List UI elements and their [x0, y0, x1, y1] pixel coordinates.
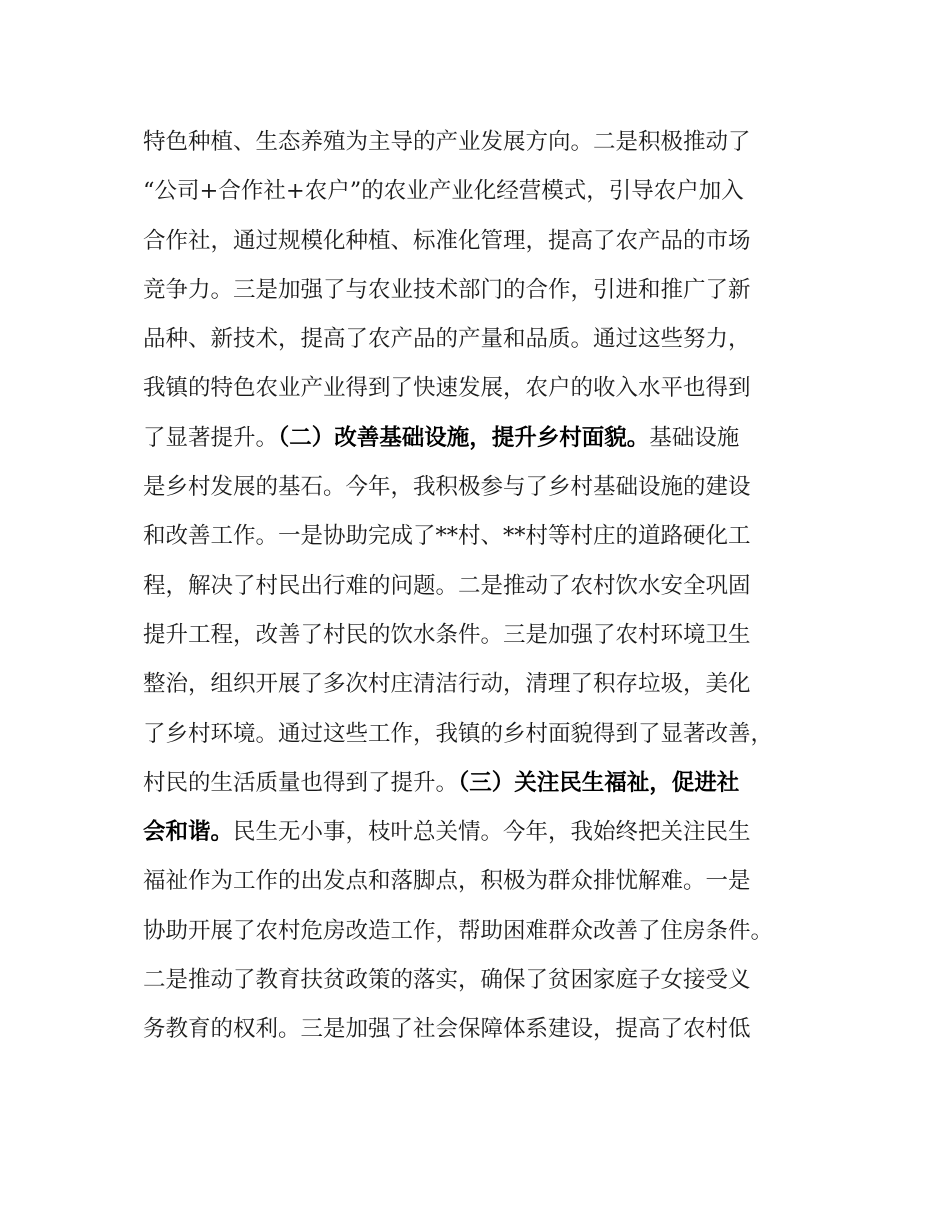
text-segment: 特色种植、生态养殖为主导的产业发展方向。二是积极推动了	[143, 129, 751, 155]
text-segment: 二是推动了教育扶贫政策的落实，确保了贫困家庭子女接受义	[143, 967, 751, 994]
text-segment: 程，解决了村民出行难的问题。二是推动了农村饮水安全巩固	[143, 572, 751, 599]
body-text	[143, 118, 823, 1055]
text-segment: 村民的生活质量也得到了提升。	[143, 769, 459, 796]
text-line	[143, 710, 823, 759]
text-segment: 整治，组织开展了多次村庄清洁行动，清理了积存垃圾，美化	[143, 671, 751, 698]
section-heading: （二）改善基础设施，提升乡村面貌。	[278, 424, 650, 451]
text-line	[143, 1005, 823, 1054]
text-line	[143, 217, 823, 266]
text-line	[143, 562, 823, 611]
text-line	[143, 956, 823, 1005]
text-line	[143, 611, 823, 660]
text-segment: 是乡村发展的基石。今年，我积极参与了乡村基础设施的建设	[143, 474, 751, 501]
text-line	[143, 660, 823, 709]
text-segment: 民生无小事，枝叶总关情。今年，我始终把关注民生	[233, 819, 751, 846]
text-line	[143, 414, 823, 463]
text-line	[143, 857, 823, 906]
text-segment: 福祉作为工作的出发点和落脚点，积极为群众排忧解难。一是	[143, 868, 751, 895]
section-heading: 会和谐。	[143, 819, 234, 846]
text-segment: 基础设施	[649, 424, 740, 451]
text-segment: 了显著提升。	[143, 424, 279, 451]
text-line	[143, 315, 823, 364]
text-line	[143, 118, 823, 167]
text-segment: 品种、新技术，提高了农产品的产量和品质。通过这些努力，	[143, 326, 751, 353]
text-line	[143, 907, 823, 956]
text-segment: 协助开展了农村危房改造工作，帮助困难群众改善了住房条件。	[143, 917, 774, 944]
text-segment: 竞争力。三是加强了与农业技术部门的合作，引进和推广了新	[143, 276, 751, 303]
text-segment: 合作社，通过规模化种植、标准化管理，提高了农产品的市场	[143, 227, 751, 254]
text-line	[143, 808, 823, 857]
text-line	[143, 266, 823, 315]
text-segment: 务教育的权利。三是加强了社会保障体系建设，提高了农村低	[143, 1016, 751, 1043]
text-line	[143, 167, 823, 216]
text-line	[143, 463, 823, 512]
text-segment: 我镇的特色农业产业得到了快速发展，农户的收入水平也得到	[143, 375, 751, 402]
text-line	[143, 512, 823, 561]
text-segment: 和改善工作。一是协助完成了**村、**村等村庄的道路硬化工	[143, 523, 751, 550]
text-segment: 提升工程，改善了村民的饮水条件。三是加强了农村环境卫生	[143, 621, 751, 648]
text-line	[143, 759, 823, 808]
text-segment: “公司+合作社+农户”的农业产业化经营模式，引导农户加入	[143, 178, 744, 205]
text-line	[143, 364, 823, 413]
section-heading: （三）关注民生福祉，促进社	[458, 769, 740, 796]
text-segment: 了乡村环境。通过这些工作，我镇的乡村面貌得到了显著改善，	[143, 720, 774, 747]
